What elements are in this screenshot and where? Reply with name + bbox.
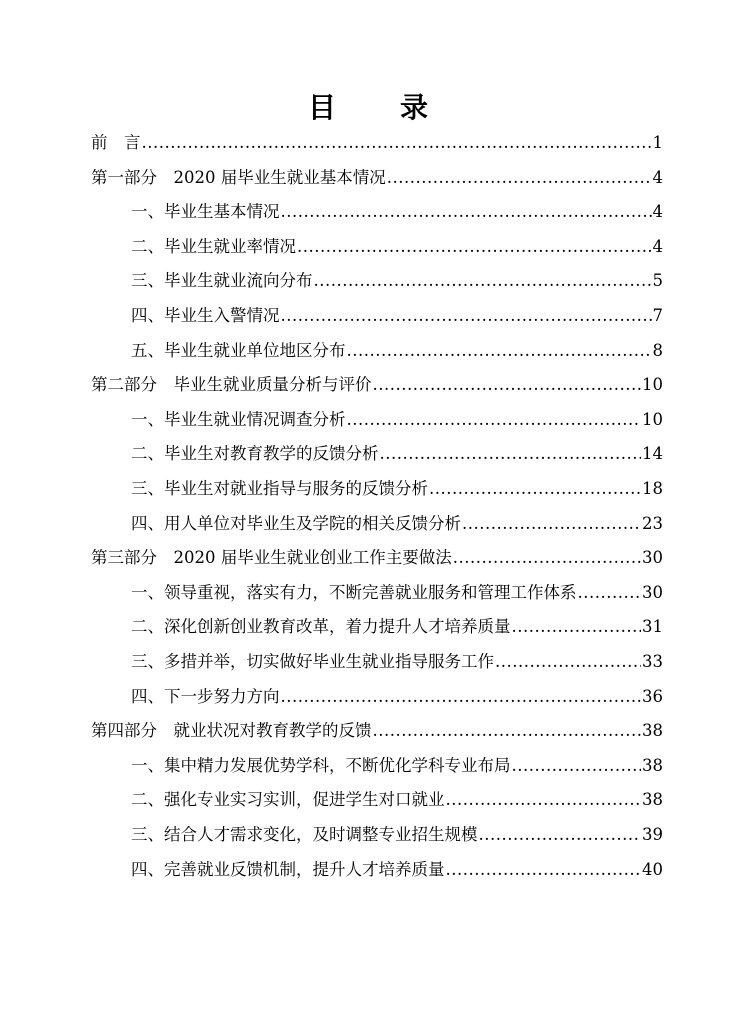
toc-page-number: 33: [642, 652, 663, 671]
toc-entry[interactable]: [131, 650, 663, 674]
toc-page-number: 38: [642, 755, 663, 775]
toc-entry[interactable]: [91, 131, 663, 155]
toc-entry[interactable]: [91, 373, 663, 397]
toc-entry-label: 一、集中精力发展优势学科，不断优化学科专业布局: [131, 755, 511, 775]
toc-page-number: 1: [652, 133, 663, 152]
toc-page-number: 31: [642, 617, 663, 637]
toc-entry[interactable]: [131, 858, 663, 882]
toc-dot-leader: [373, 719, 642, 743]
toc-page-number: 4: [652, 202, 663, 222]
toc-entry[interactable]: [91, 166, 663, 190]
toc-dot-leader: [429, 477, 641, 501]
toc-entry[interactable]: [91, 546, 663, 570]
toc-dot-leader: [281, 200, 652, 224]
toc-page-number: 18: [642, 479, 663, 498]
page-title: 目 录: [307, 91, 446, 124]
toc-dot-leader: [446, 858, 642, 882]
toc-page-number: 39: [642, 825, 663, 844]
toc-entry[interactable]: [91, 719, 663, 743]
toc-dot-leader: [347, 339, 652, 363]
toc-page-number: 38: [642, 790, 663, 810]
toc-entry-label: 四、用人单位对毕业生及学院的相关反馈分析: [131, 513, 461, 533]
toc-page-number: 36: [642, 686, 663, 706]
toc-page-number: 10: [642, 375, 663, 395]
toc-dot-leader: [512, 615, 642, 639]
toc-entry-label: 前 言: [91, 133, 141, 152]
toc-entry[interactable]: [131, 477, 663, 501]
toc-entry-label: 第四部分 就业状况对教育教学的反馈: [91, 721, 372, 741]
toc-entry[interactable]: [131, 512, 663, 536]
toc-entry-label: 四、完善就业反馈机制，提升人才培养质量: [131, 859, 445, 879]
toc-entry-label: 四、下一步努力方向: [131, 686, 280, 706]
toc-dot-leader: [142, 131, 652, 155]
toc-page-number: 4: [652, 167, 663, 187]
toc-entry-label: 一、毕业生就业情况调查分析: [131, 409, 346, 429]
toc-dot-leader: [281, 685, 642, 709]
toc-entry[interactable]: [131, 823, 663, 847]
toc-page-number: 5: [652, 271, 663, 291]
toc-entry-label: 二、毕业生就业率情况: [131, 236, 296, 256]
toc-page-number: 10: [642, 409, 663, 429]
toc-page-number: 38: [642, 721, 663, 741]
toc-entry-label: 四、毕业生入警情况: [131, 306, 280, 325]
toc-entry-label: 第三部分 2020 届毕业生就业创业工作主要做法: [91, 548, 452, 568]
toc-entry-label: 一、毕业生基本情况: [131, 202, 280, 222]
toc-entry-label: 一、领导重视，落实有力，不断完善就业服务和管理工作体系: [131, 582, 577, 602]
toc-entry-label: 二、深化创新创业教育改革，着力提升人才培养质量: [131, 617, 511, 637]
toc-entry[interactable]: [131, 581, 663, 605]
toc-entry[interactable]: [131, 304, 663, 328]
toc-dot-leader: [281, 304, 652, 328]
toc-entry-label: 第二部分 毕业生就业质量分析与评价: [91, 375, 372, 395]
toc-dot-leader: [347, 408, 642, 432]
toc-dot-leader: [387, 166, 652, 190]
toc-entry[interactable]: [131, 615, 663, 639]
toc-page-number: 23: [642, 513, 663, 533]
toc-dot-leader: [314, 269, 652, 293]
toc-entry-label: 三、毕业生就业流向分布: [131, 271, 313, 291]
toc-entry[interactable]: [131, 269, 663, 293]
toc-dot-leader: [453, 546, 641, 570]
toc-entry[interactable]: [131, 442, 663, 466]
toc-dot-leader: [446, 788, 642, 812]
toc-dot-leader: [380, 442, 642, 466]
toc-page-number: 30: [642, 582, 663, 602]
toc-dot-leader: [373, 373, 642, 397]
toc-entry-label: 五、毕业生就业单位地区分布: [131, 340, 346, 360]
toc-entry-label: 三、多措并举，切实做好毕业生就业指导服务工作: [131, 652, 494, 671]
toc-entry[interactable]: [131, 408, 663, 432]
toc-page-number: 8: [652, 340, 663, 360]
toc-page-number: 7: [652, 306, 663, 325]
toc-dot-leader: [512, 754, 642, 778]
toc-entry[interactable]: [131, 235, 663, 259]
toc-dot-leader: [495, 650, 641, 674]
toc-dot-leader: [479, 823, 642, 847]
toc-page-number: 14: [642, 444, 663, 464]
toc-entry-label: 三、结合人才需求变化，及时调整专业招生规模: [131, 825, 478, 844]
toc-entry[interactable]: [131, 788, 663, 812]
toc-entry-label: 第一部分 2020 届毕业生就业基本情况: [91, 167, 386, 187]
toc-dot-leader: [462, 512, 641, 536]
toc-entry[interactable]: [131, 339, 663, 363]
toc-entry[interactable]: [131, 685, 663, 709]
toc-entry[interactable]: [131, 200, 663, 224]
toc-page-number: 40: [642, 859, 663, 879]
toc-dot-leader: [297, 235, 652, 259]
toc-dot-leader: [578, 581, 642, 605]
toc-entry-label: 三、毕业生对就业指导与服务的反馈分析: [131, 479, 428, 498]
toc-page-number: 4: [652, 236, 663, 256]
toc-entry-label: 二、毕业生对教育教学的反馈分析: [131, 444, 379, 464]
toc-entry-label: 二、强化专业实习实训，促进学生对口就业: [131, 790, 445, 810]
toc-entry[interactable]: [131, 754, 663, 778]
toc-page-number: 30: [642, 548, 663, 568]
